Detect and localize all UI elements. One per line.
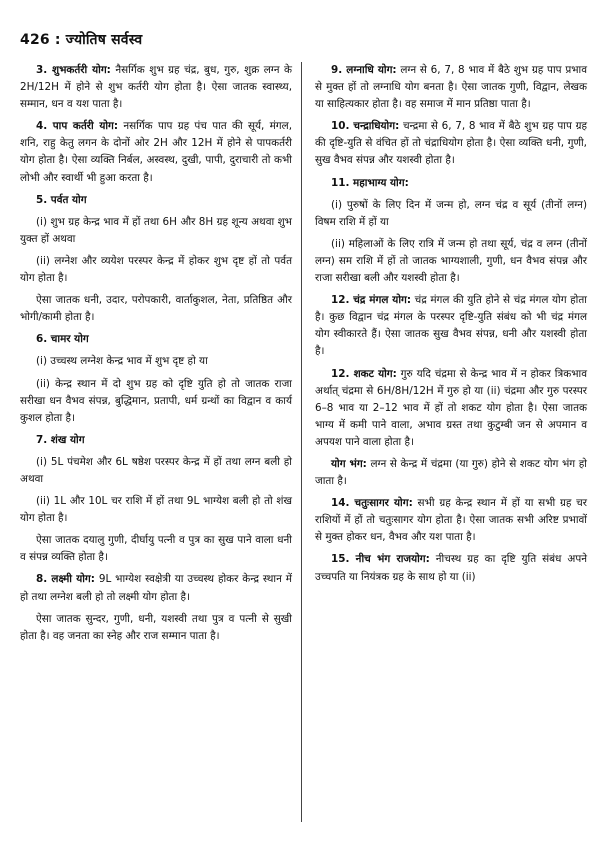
yoga-5-condition-ii: (ii) लग्नेश और व्ययेश परस्पर केन्द्र में होकर शुभ दृष्ट हों तो पर्वत योग होता है।: [20, 254, 292, 285]
left-column: [20, 62, 292, 650]
yoga-15-title: 15. नीच भंग राजयोग:: [331, 553, 430, 566]
yoga-10-text: चन्द्रमा से 6, 7, 8 भाव में बैठे शुभ ग्रह पाप ग्रह की दृष्टि-युति से वंचित हों तो चंद्राधियोग होता है। ऐसा व्यक्ति धनी, गुणी, सुख वैभव संपन्न और यशस्वी होता है।: [315, 120, 587, 167]
yoga-8-text: 9L भाग्येश स्वक्षेत्री या उच्चस्थ होकर केन्द्र स्थान में हो तथा लग्नेश बली हो तो लक्ष्मी योग होता है।: [20, 573, 292, 603]
yoga-9-text: लग्न से 6, 7, 8 भाव में बैठे शुभ ग्रह पाप प्रभाव से मुक्त हों तो लग्नाधि योग बनता है। ऐसा जातक गुणी, विद्वान, लेखक या साहित्यकार होता है। वह समाज में मान प्रतिष्ठा पाता है।: [315, 64, 587, 111]
yoga-6-condition-i: (i) उच्चस्थ लग्नेश केन्द्र भाव में शुभ दृष्ट हो या: [36, 355, 208, 368]
yoga-15: [315, 551, 587, 585]
yoga-14: [315, 495, 587, 546]
yoga-6-condition-ii: (ii) केन्द्र स्थान में दो शुभ ग्रह को दृष्टि युति हो तो जातक राजा सरीखा धन वैभव संपन्न, बुद्धिमान, प्रतापी, धर्म ग्रन्थों का विद्वान व कार्य कुशल होता है।: [20, 377, 292, 424]
yoga-5-condition-i: (i) शुभ ग्रह केन्द्र भाव में हों तथा 6H और 8H ग्रह शून्य अथवा शुभ युक्त हों अथवा: [20, 215, 292, 245]
yoga-7-condition-ii: (ii) 1L और 10L चर राशि में हों तथा 9L भाग्येश बली हो तो शंख योग होता है।: [20, 495, 292, 525]
yoga-bhang: [315, 456, 587, 490]
yoga-8: [20, 571, 292, 605]
yoga-11-condition-i: (i) पुरुषों के लिए दिन में जन्म हो, लग्न चंद्र व सूर्य (तीनों लग्न) विषम राशि में हों या: [315, 198, 587, 228]
yoga-3-title: 3. शुभकर्तरी योग:: [36, 64, 111, 76]
yoga-12-text: चंद्र मंगल की युति होने से चंद्र मंगल योग होता है। कुछ विद्वान चंद्र मंगल के परस्पर दृष्टि-युति संबंध को भी चंद्र मंगल योग स्वीकारते हैं। ऐसा जातक सुख वैभव संपन्न, धनी और यशस्वी होता है।: [315, 294, 587, 358]
yoga-12: [315, 292, 587, 360]
yoga-11-condition-ii: (ii) महिलाओं के लिए रात्रि में जन्म हो तथा सूर्य, चंद्र व लग्न (तीनों लग्न) सम राशि में हों तो जातक भाग्यशाली, गुणी, धन वैभव संपन्न और राजा सरीखा बली और यशस्वी होता है।: [315, 237, 587, 285]
yoga-12-title: 12. चंद्र मंगल योग:: [331, 294, 412, 307]
yoga-bhang-title: योग भंग:: [331, 457, 367, 470]
yoga-8-title: 8. लक्ष्मी योग:: [36, 573, 95, 586]
yoga-7-result: ऐसा जातक दयालु गुणी, दीर्घायु पत्नी व पुत्र का सुख पाने वाला धनी व संपन्न व्यक्ति होता है।: [20, 534, 292, 564]
yoga-10-title: 10. चन्द्राधियोग:: [331, 120, 400, 133]
yoga-3: [20, 62, 292, 113]
yoga-shakat: [315, 366, 587, 451]
column-divider: [301, 62, 302, 822]
page-number: 426: [20, 32, 50, 48]
yoga-5-result: ऐसा जातक धनी, उदार, परोपकारी, वार्ताकुशल, नेता, प्रतिष्ठित और भोगी/कामी होता है।: [20, 294, 292, 324]
page-header: [20, 30, 142, 49]
yoga-9: [315, 62, 587, 113]
yoga-7-title: 7. शंख योग: [36, 433, 85, 446]
yoga-4-text: नसर्गिक पाप ग्रह पंच पात की सूर्य, मंगल, शनि, राहु केतु लगन के दोनों ओर 2H और 12H में होने से पापकर्तरी योग होता है। ऐसा व्यक्ति निर्बल, अस्वस्थ, दुखी, पापी, दुराचारी तो कभी लोभी और स्वार्थी भी हुआ करता है।: [20, 120, 293, 184]
yoga-8-result: ऐसा जातक सुन्दर, गुणी, धनी, यशस्वी तथा पुत्र व पत्नी से सुखी होता है। वह जनता का स्नेह और राज सम्मान पाता है।: [20, 612, 292, 642]
yoga-6-title: 6. चामर योग: [36, 333, 89, 346]
yoga-3-text: नैसर्गिक शुभ ग्रह चंद्र, बुध, गुरु, शुक्र लग्न के 2H/12H में होने से शुभ कर्तरी योग होता है। ऐसा जातक स्वास्थ्य, सम्मान, धन व यश पाता है।: [20, 64, 292, 111]
yoga-9-title: 9. लग्नाधि योग:: [331, 64, 397, 76]
yoga-shakat-title: 12. शकट योग:: [331, 367, 397, 380]
yoga-7-condition-i: (i) 5L पंचमेश और 6L षष्ठेश परस्पर केन्द्र में हों तथा लग्न बली हो अथवा: [20, 455, 292, 485]
yoga-4: [20, 118, 292, 186]
yoga-14-text: सभी ग्रह केन्द्र स्थान में हों या सभी ग्रह चर राशियों में हों तो चतुःसागर योग होता है। ऐसा जातक सभी अरिष्ट प्रभावों से मुक्त होकर धन, वैभव और यश पाता है।: [315, 497, 587, 544]
yoga-shakat-text: गुरु यदि चंद्रमा से केन्द्र भाव में न होकर त्रिकभाव अर्थात् चंद्रमा से 6H/8H/12H में गुरु हो या (ii) चंद्रमा और गुरु परस्पर 6–8 भाव या 2–12 भाव में हों तो शकट योग होता है। ऐसा जातक भाग्य में कमी पाने वाला, अभाव ग्रस्त तथा कुटुम्बी जन से अपमान व अपयश पाने वाला होता है।: [315, 367, 587, 448]
yoga-11-title: 11. महाभाग्य योग:: [331, 176, 409, 189]
yoga-14-title: 14. चतुःसागर योग:: [331, 497, 413, 510]
yoga-15-text: नीचस्थ ग्रह का दृष्टि युति संबंध अपने उच्चपति या नियंत्रक ग्रह के साथ हो या (ii): [315, 553, 588, 583]
yoga-bhang-text: लग्न से केन्द्र में चंद्रमा (या गुरु) होने से शकट योग भंग हो जाता है।: [315, 457, 588, 488]
running-title: : ज्योतिष सर्वस्व: [54, 32, 143, 48]
yoga-10: [315, 118, 587, 169]
right-column: [315, 62, 587, 591]
yoga-5-title: 5. पर्वत योग: [36, 193, 87, 206]
yoga-4-title: 4. पाप कर्तरी योग:: [36, 120, 119, 133]
